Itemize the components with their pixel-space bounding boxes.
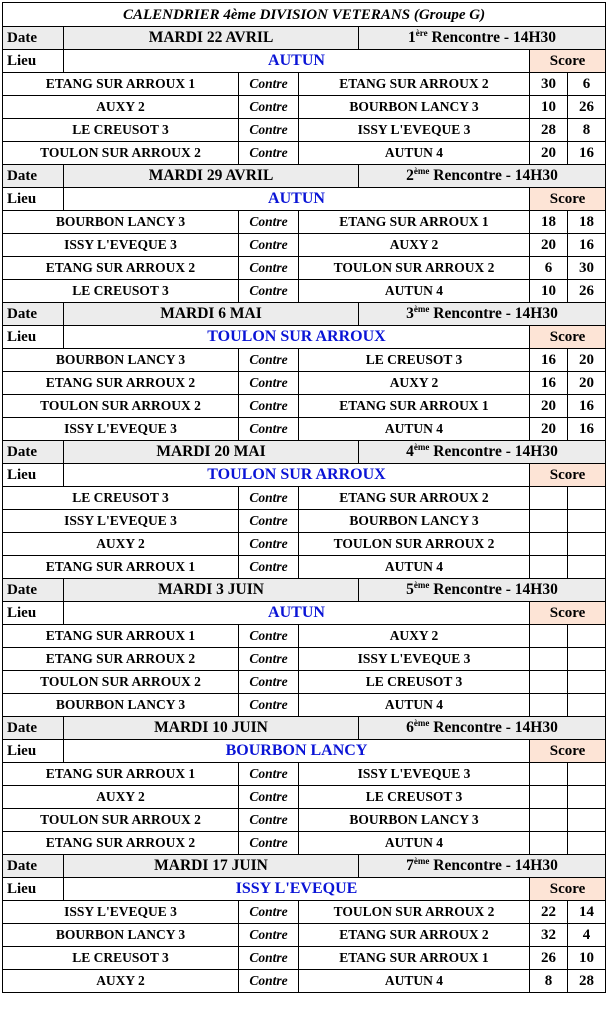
round-label [359, 717, 606, 740]
round-date: MARDI 3 JUIN [64, 579, 359, 602]
away-team: AUXY 2 [299, 234, 530, 257]
home-team: BOURBON LANCY 3 [3, 349, 239, 372]
round-ordinal: ème [413, 856, 430, 866]
contre-label: Contre [239, 533, 299, 556]
away-team: TOULON SUR ARROUX 2 [299, 533, 530, 556]
round-ordinal: ème [413, 580, 430, 590]
away-score [568, 809, 606, 832]
away-score: 20 [568, 372, 606, 395]
home-score: 16 [530, 372, 568, 395]
away-score: 18 [568, 211, 606, 234]
match-row [3, 556, 606, 579]
home-score: 20 [530, 142, 568, 165]
match-row [3, 763, 606, 786]
home-team: ETANG SUR ARROUX 1 [3, 556, 239, 579]
round-label [359, 855, 606, 878]
round-ordinal: ème [413, 718, 430, 728]
away-team: BOURBON LANCY 3 [299, 96, 530, 119]
contre-label: Contre [239, 809, 299, 832]
round-number: 7 [406, 857, 414, 874]
venue-name: AUTUN [64, 188, 530, 211]
home-score [530, 625, 568, 648]
score-header: Score [530, 464, 606, 487]
round-venue-row [3, 188, 606, 211]
home-team: LE CREUSOT 3 [3, 119, 239, 142]
match-row [3, 487, 606, 510]
round-suffix: Rencontre - 14H30 [431, 29, 557, 46]
home-team: ETANG SUR ARROUX 2 [3, 257, 239, 280]
away-score [568, 533, 606, 556]
round-venue-row [3, 50, 606, 73]
round-date-row [3, 579, 606, 602]
away-team: TOULON SUR ARROUX 2 [299, 257, 530, 280]
round-date-row [3, 303, 606, 326]
away-team: AUTUN 4 [299, 142, 530, 165]
date-label: Date [3, 165, 64, 188]
home-team: AUXY 2 [3, 970, 239, 993]
match-row [3, 901, 606, 924]
date-label: Date [3, 717, 64, 740]
home-score: 20 [530, 418, 568, 441]
away-score [568, 671, 606, 694]
round-date: MARDI 22 AVRIL [64, 27, 359, 50]
score-header: Score [530, 740, 606, 763]
away-team: AUTUN 4 [299, 556, 530, 579]
round-date-row [3, 27, 606, 50]
round-number: 5 [406, 581, 414, 598]
home-score: 18 [530, 211, 568, 234]
contre-label: Contre [239, 142, 299, 165]
contre-label: Contre [239, 947, 299, 970]
contre-label: Contre [239, 372, 299, 395]
match-row [3, 510, 606, 533]
away-score [568, 556, 606, 579]
away-team: LE CREUSOT 3 [299, 349, 530, 372]
home-score: 20 [530, 395, 568, 418]
home-team: ETANG SUR ARROUX 1 [3, 73, 239, 96]
round-venue-row [3, 326, 606, 349]
match-row [3, 395, 606, 418]
round-label [359, 165, 606, 188]
round-label [359, 441, 606, 464]
away-score: 4 [568, 924, 606, 947]
home-score [530, 763, 568, 786]
away-team: AUTUN 4 [299, 280, 530, 303]
lieu-label: Lieu [3, 50, 64, 73]
round-date-row [3, 441, 606, 464]
away-score: 20 [568, 349, 606, 372]
home-score: 32 [530, 924, 568, 947]
round-number: 6 [406, 719, 414, 736]
contre-label: Contre [239, 832, 299, 855]
home-score [530, 832, 568, 855]
home-team: AUXY 2 [3, 786, 239, 809]
round-ordinal: ème [413, 442, 430, 452]
round-number: 4 [406, 443, 414, 460]
away-team: AUTUN 4 [299, 970, 530, 993]
away-score [568, 625, 606, 648]
round-venue-row [3, 464, 606, 487]
match-row [3, 234, 606, 257]
date-label: Date [3, 303, 64, 326]
schedule-table [2, 2, 606, 993]
match-row [3, 211, 606, 234]
schedule-sheet [2, 2, 606, 993]
home-score: 8 [530, 970, 568, 993]
away-team: BOURBON LANCY 3 [299, 510, 530, 533]
home-score: 28 [530, 119, 568, 142]
lieu-label: Lieu [3, 188, 64, 211]
contre-label: Contre [239, 487, 299, 510]
home-team: LE CREUSOT 3 [3, 947, 239, 970]
match-row [3, 142, 606, 165]
match-row [3, 257, 606, 280]
round-suffix: Rencontre - 14H30 [433, 581, 558, 598]
away-team: ETANG SUR ARROUX 1 [299, 947, 530, 970]
home-team: ISSY L'EVEQUE 3 [3, 234, 239, 257]
home-team: ISSY L'EVEQUE 3 [3, 901, 239, 924]
away-team: AUXY 2 [299, 625, 530, 648]
match-row [3, 372, 606, 395]
away-team: BOURBON LANCY 3 [299, 809, 530, 832]
score-header: Score [530, 188, 606, 211]
contre-label: Contre [239, 257, 299, 280]
contre-label: Contre [239, 786, 299, 809]
home-team: TOULON SUR ARROUX 2 [3, 395, 239, 418]
contre-label: Contre [239, 924, 299, 947]
away-score: 16 [568, 418, 606, 441]
away-score [568, 648, 606, 671]
match-row [3, 671, 606, 694]
home-team: ETANG SUR ARROUX 1 [3, 625, 239, 648]
home-team: ETANG SUR ARROUX 2 [3, 648, 239, 671]
match-row [3, 73, 606, 96]
score-header: Score [530, 50, 606, 73]
round-date-row [3, 717, 606, 740]
away-team: LE CREUSOT 3 [299, 786, 530, 809]
away-team: ETANG SUR ARROUX 1 [299, 211, 530, 234]
home-score [530, 533, 568, 556]
home-score [530, 648, 568, 671]
round-suffix: Rencontre - 14H30 [433, 719, 558, 736]
away-score [568, 694, 606, 717]
away-team: ISSY L'EVEQUE 3 [299, 119, 530, 142]
away-score [568, 487, 606, 510]
home-team: BOURBON LANCY 3 [3, 211, 239, 234]
match-row [3, 947, 606, 970]
home-team: LE CREUSOT 3 [3, 487, 239, 510]
round-venue-row [3, 602, 606, 625]
away-score: 26 [568, 280, 606, 303]
lieu-label: Lieu [3, 740, 64, 763]
home-score [530, 671, 568, 694]
home-team: LE CREUSOT 3 [3, 280, 239, 303]
contre-label: Contre [239, 418, 299, 441]
contre-label: Contre [239, 694, 299, 717]
home-team: ISSY L'EVEQUE 3 [3, 510, 239, 533]
contre-label: Contre [239, 625, 299, 648]
contre-label: Contre [239, 96, 299, 119]
match-row [3, 832, 606, 855]
home-score [530, 786, 568, 809]
contre-label: Contre [239, 671, 299, 694]
venue-name: TOULON SUR ARROUX [64, 326, 530, 349]
away-score: 16 [568, 142, 606, 165]
date-label: Date [3, 579, 64, 602]
away-score: 14 [568, 901, 606, 924]
home-team: TOULON SUR ARROUX 2 [3, 671, 239, 694]
lieu-label: Lieu [3, 602, 64, 625]
round-suffix: Rencontre - 14H30 [433, 443, 558, 460]
match-row [3, 809, 606, 832]
contre-label: Contre [239, 73, 299, 96]
away-team: ETANG SUR ARROUX 2 [299, 924, 530, 947]
home-score: 20 [530, 234, 568, 257]
contre-label: Contre [239, 763, 299, 786]
home-score [530, 694, 568, 717]
title-row [3, 3, 606, 27]
away-score: 16 [568, 395, 606, 418]
home-team: ETANG SUR ARROUX 1 [3, 763, 239, 786]
home-score: 6 [530, 257, 568, 280]
away-team: ETANG SUR ARROUX 2 [299, 73, 530, 96]
contre-label: Contre [239, 556, 299, 579]
match-row [3, 280, 606, 303]
away-team: ETANG SUR ARROUX 1 [299, 395, 530, 418]
away-team: AUTUN 4 [299, 694, 530, 717]
contre-label: Contre [239, 510, 299, 533]
away-score: 10 [568, 947, 606, 970]
venue-name: TOULON SUR ARROUX [64, 464, 530, 487]
home-team: ETANG SUR ARROUX 2 [3, 372, 239, 395]
home-score: 10 [530, 280, 568, 303]
lieu-label: Lieu [3, 878, 64, 901]
score-header: Score [530, 878, 606, 901]
round-date: MARDI 29 AVRIL [64, 165, 359, 188]
away-team: ETANG SUR ARROUX 2 [299, 487, 530, 510]
date-label: Date [3, 27, 64, 50]
round-label [359, 303, 606, 326]
away-team: AUXY 2 [299, 372, 530, 395]
away-score [568, 832, 606, 855]
home-team: TOULON SUR ARROUX 2 [3, 809, 239, 832]
date-label: Date [3, 855, 64, 878]
match-row [3, 533, 606, 556]
round-ordinal: ère [415, 28, 428, 38]
away-score: 8 [568, 119, 606, 142]
home-score [530, 809, 568, 832]
round-suffix: Rencontre - 14H30 [433, 167, 558, 184]
round-suffix: Rencontre - 14H30 [433, 305, 558, 322]
home-score: 10 [530, 96, 568, 119]
round-suffix: Rencontre - 14H30 [433, 857, 558, 874]
match-row [3, 418, 606, 441]
away-team: AUTUN 4 [299, 418, 530, 441]
round-ordinal: ème [413, 304, 430, 314]
lieu-label: Lieu [3, 326, 64, 349]
contre-label: Contre [239, 970, 299, 993]
round-date: MARDI 6 MAI [64, 303, 359, 326]
contre-label: Contre [239, 901, 299, 924]
venue-name: BOURBON LANCY [64, 740, 530, 763]
page-title: CALENDRIER 4ème DIVISION VETERANS (Groupe G) [3, 3, 606, 27]
home-score: 26 [530, 947, 568, 970]
away-score: 6 [568, 73, 606, 96]
home-team: BOURBON LANCY 3 [3, 694, 239, 717]
round-date: MARDI 10 JUIN [64, 717, 359, 740]
lieu-label: Lieu [3, 464, 64, 487]
match-row [3, 648, 606, 671]
round-venue-row [3, 878, 606, 901]
round-number: 2 [406, 167, 414, 184]
match-row [3, 119, 606, 142]
round-date: MARDI 20 MAI [64, 441, 359, 464]
home-team: BOURBON LANCY 3 [3, 924, 239, 947]
away-team: ISSY L'EVEQUE 3 [299, 763, 530, 786]
away-score: 28 [568, 970, 606, 993]
round-number: 3 [406, 305, 414, 322]
home-team: TOULON SUR ARROUX 2 [3, 142, 239, 165]
home-score: 30 [530, 73, 568, 96]
away-score: 16 [568, 234, 606, 257]
round-date: MARDI 17 JUIN [64, 855, 359, 878]
home-score [530, 556, 568, 579]
away-team: TOULON SUR ARROUX 2 [299, 901, 530, 924]
match-row [3, 349, 606, 372]
match-row [3, 625, 606, 648]
score-header: Score [530, 326, 606, 349]
away-score: 26 [568, 96, 606, 119]
away-score [568, 786, 606, 809]
score-header: Score [530, 602, 606, 625]
round-ordinal: ème [413, 166, 430, 176]
contre-label: Contre [239, 280, 299, 303]
match-row [3, 96, 606, 119]
venue-name: AUTUN [64, 602, 530, 625]
home-score [530, 510, 568, 533]
round-label [359, 27, 606, 50]
date-label: Date [3, 441, 64, 464]
home-score [530, 487, 568, 510]
round-number: 1 [408, 29, 416, 46]
round-date-row [3, 165, 606, 188]
away-score [568, 510, 606, 533]
round-date-row [3, 855, 606, 878]
contre-label: Contre [239, 119, 299, 142]
home-team: ETANG SUR ARROUX 2 [3, 832, 239, 855]
away-team: LE CREUSOT 3 [299, 671, 530, 694]
contre-label: Contre [239, 349, 299, 372]
home-team: AUXY 2 [3, 96, 239, 119]
contre-label: Contre [239, 395, 299, 418]
match-row [3, 786, 606, 809]
match-row [3, 694, 606, 717]
round-label [359, 579, 606, 602]
home-score: 16 [530, 349, 568, 372]
home-score: 22 [530, 901, 568, 924]
match-row [3, 970, 606, 993]
away-score [568, 763, 606, 786]
match-row [3, 924, 606, 947]
contre-label: Contre [239, 211, 299, 234]
away-team: ISSY L'EVEQUE 3 [299, 648, 530, 671]
away-score: 30 [568, 257, 606, 280]
home-team: ISSY L'EVEQUE 3 [3, 418, 239, 441]
round-venue-row [3, 740, 606, 763]
venue-name: AUTUN [64, 50, 530, 73]
venue-name: ISSY L'EVEQUE [64, 878, 530, 901]
home-team: AUXY 2 [3, 533, 239, 556]
contre-label: Contre [239, 234, 299, 257]
contre-label: Contre [239, 648, 299, 671]
away-team: AUTUN 4 [299, 832, 530, 855]
